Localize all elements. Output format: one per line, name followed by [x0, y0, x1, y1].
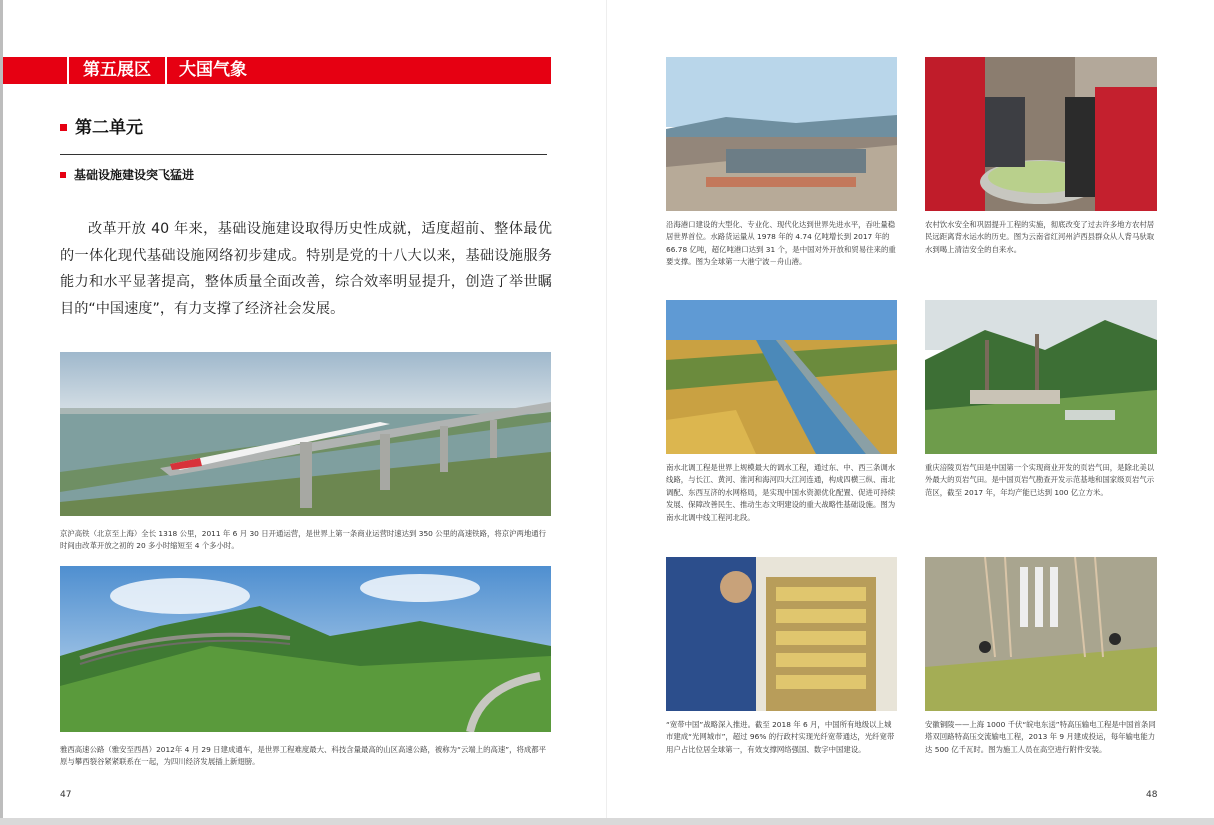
water-safety-photo: [925, 57, 1157, 211]
bullet-square-icon: [60, 124, 67, 131]
port-caption: 沿海港口建设的大型化、专业化、现代化达到世界先进水平，吞吐量稳居世界首位。水路货运量从 1978 年的 4.74 亿吨增长到 2017 年的 66.78 亿吨，超亿吨港口达到 31 个，是中国对外开放和贸易往来的重要支撑。图为全球第一大港宁波－舟山港。: [666, 220, 896, 267]
south-north-water-caption: 南水北调工程是世界上规模最大的调水工程，通过东、中、西三条调水线路，与长江、黄河、淮河和海河四大江河连通，构成四横三纵、南北调配、东西互济的水网格局，是实现中国水资源优化配置、促进可持续发展、保障改善民生、推动生态文明建设的重大战略性基础设施。图为南水北调中线工程河北段。: [666, 463, 896, 522]
page-gutter: [606, 0, 607, 825]
banner-section-label: 第五展区: [67, 57, 167, 84]
subsection-title: 基础设施建设突飞猛进: [74, 168, 195, 182]
power-line-caption: 安徽铜陵——上海 1000 千伏“皖电东送”特高压输电工程是中国首条同塔双回路特高压交流输电工程，2013 年 9 月建成投运，每年输电能力达 500 亿千瓦时。图为施工人员在高空进行附件安装。: [925, 720, 1156, 754]
power-line-photo: [925, 557, 1157, 711]
railway-photo: [60, 352, 551, 516]
port-photo: [666, 57, 897, 211]
south-north-water-photo: [666, 300, 897, 454]
water-safety-caption: 农村饮水安全和巩固提升工程的实施，彻底改变了过去许多地方农村居民远距离背水运水的历史。图为云南省红河州泸西县群众从人背马驮取水到喝上清洁安全的自来水。: [925, 220, 1155, 254]
intro-paragraph: 改革开放 40 年来，基础设施建设取得历史性成就，适度超前、整体最优的一体化现代基础设施网络初步建成。特别是党的十八大以来，基础设施服务能力和水平显著提高，整体质量全面改善，综合效率明显提升，创造了举世瞩目的“中国速度”，有力支撑了经济社会发展。: [60, 221, 552, 317]
highway-caption: 雅西高速公路（雅安至西昌）2012年 4 月 29 日建成通车，是世界工程难度最大、科技含量最高的山区高速公路，被称为“云端上的高速”，将成都平原与攀西裂谷紧紧联系在一起，为四川经济发展插上新翅膀。: [60, 745, 547, 767]
shale-gas-caption: 重庆涪陵页岩气田是中国第一个实现商业开发的页岩气田，是除北美以外最大的页岩气田。是中国页岩气勘查开发示范基地和国家级页岩气示范区，截至 2017 年，年均产能已达到 100 亿立方米。: [925, 463, 1155, 497]
page-edge: [0, 0, 3, 825]
unit-title: 第二单元: [75, 118, 143, 138]
section-banner: [3, 57, 551, 84]
page-bottom-edge: [0, 818, 1214, 825]
banner-title: 大国气象: [179, 60, 247, 80]
broadband-photo: [666, 557, 897, 711]
bullet-square-icon: [60, 172, 66, 178]
page-number-right: 48: [1146, 790, 1158, 800]
page-number-left: 47: [60, 790, 72, 800]
shale-gas-photo: [925, 300, 1157, 454]
railway-caption: 京沪高铁（北京至上海）全长 1318 公里，2011 年 6 月 30 日开通运营，是世界上第一条商业运营时速达到 350 公里的高速铁路，将京沪两地通行时间由改革开放之初的 20 多小时缩短至 4 个多小时。: [60, 529, 547, 551]
unit-heading: [60, 116, 547, 155]
broadband-caption: “宽带中国”战略深入推进。截至 2018 年 6 月，中国所有地级以上城市建成“光网城市”，超过 96% 的行政村实现光纤宽带通达，光纤宽带用户占比位居全球第一，有效支撑网络强国、数字中国建设。: [666, 720, 895, 754]
highway-photo: [60, 566, 551, 732]
